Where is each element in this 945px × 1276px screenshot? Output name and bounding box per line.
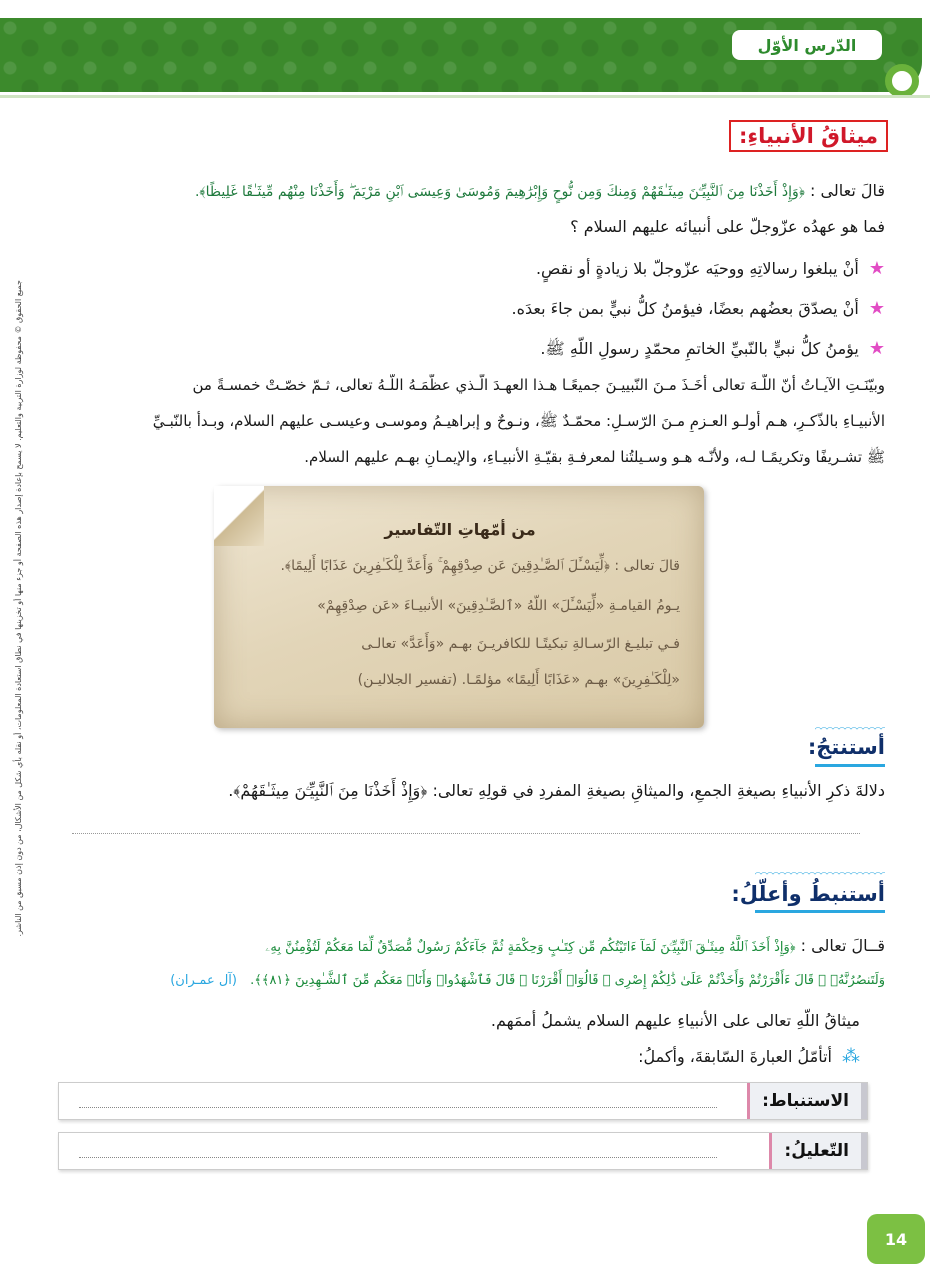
verse-text: وَلَتَنصُرُنَّهُۥ ۚ قَالَ ءَأَقْرَرْتُمْ وَأَخَذْتُمْ عَلَىٰ ذَٰلِكُمْ إِصْرِى ۖ قَالُوٓا۟ أَقْرَرْنَا ۚ قَالَ فَٱشْهَدُوا۟ وَأَنَا۠ مَعَكُم مِّنَ ٱلشَّـٰهِدِينَ ﴿٨١﴾﴾. — [250, 973, 885, 988]
question-line: فما هو عهدُه عزّوجلّ على أنبيائه عليهم السلام ؟ — [570, 217, 885, 236]
bullet-item — [536, 258, 885, 280]
star-icon: ★ — [868, 258, 885, 279]
conclude-text: دلالةَ ذكرِ الأنبياءِ بصيغةِ الجمعِ، والميثاقِ بصيغةِ المفردِ في قولِهِ تعالى: ﴿وَإِذْ أَخَذْنَا مِنَ ٱلنَّبِيِّـۧنَ مِيثَـٰقَهُمْ﴾. — [228, 781, 885, 800]
verse-text: ﴿وَإِذْ أَخَذَ ٱللَّهُ مِيثَـٰقَ ٱلنَّبِيِّـۧنَ لَمَآ ءَاتَيْتُكُم مِّن كِتَـٰبٍ وَحِكْمَةٍ ثُمَّ جَآءَكُمْ رَسُولٌ مُّصَدِّقٌ لِّمَا مَعَكُمْ لَتُؤْمِنُنَّ بِهِۦ — [265, 940, 796, 955]
verse-line — [55, 968, 885, 992]
page-fold — [214, 486, 264, 546]
tafsir-line: قالَ تعالى : ﴿لِّيَسْـَٔلَ ٱلصَّـٰدِقِينَ عَن صِدْقِهِمْ ۚ وَأَعَدَّ لِلْكَـٰفِرِينَ عَذَابًا أَلِيمًا﴾. — [280, 558, 680, 574]
bullet-text: يؤمنُ كلُّ نبيٍّ بالنّبيِّ الخاتمِ محمّدٍ رسولِ اللّهِ ﷺ. — [540, 339, 859, 358]
answer-box-deduction[interactable] — [58, 1082, 868, 1120]
verse-line — [65, 180, 885, 203]
ring-icon — [885, 64, 919, 98]
answer-box-reasoning[interactable] — [58, 1132, 868, 1170]
title-wave — [815, 725, 885, 731]
bullet-item — [512, 298, 885, 320]
answer-line[interactable] — [79, 1157, 717, 1158]
bullet-text: أنْ يصدّقَ بعضُهم بعضًا، فيؤمنُ كلُّ نبيٍّ بمن جاءَ بعدَه. — [511, 299, 859, 318]
lesson-label: الدّرس الأوّل — [732, 30, 882, 60]
title-wave — [755, 870, 885, 876]
asterisk-icon: ⁂ — [842, 1046, 860, 1067]
bullet-text: أنْ يبلغوا رسالاتِهِ ووحيَه عزّوجلّ بلا زيادةٍ أو نقصٍ. — [535, 259, 859, 278]
page-number: 14 — [867, 1214, 925, 1264]
answer-label: التّعليلُ: — [769, 1133, 867, 1169]
answer-line[interactable] — [79, 1107, 717, 1108]
section-title-deduce: أستنبطُ وأعلّلُ: — [731, 882, 885, 906]
star-icon: ★ — [868, 338, 885, 359]
verse-intro: قــالَ تعالى : — [800, 936, 885, 955]
instruction-line — [638, 1046, 860, 1068]
verse-intro: قالَ تعالى : — [810, 181, 885, 200]
answer-line[interactable] — [72, 833, 860, 834]
answer-label: الاستنباط: — [747, 1083, 867, 1119]
paragraph-line: وبيّنَـتِ الآيـاتُ أنّ اللّـهَ تعالى أخَـذَ مـنَ النّبييـنَ جميعًـا هـذا العهـدَ الّـذي عظّمَـهُ اللّـهُ تعالى، ثـمّ خصّـتْ خمسـةً من — [192, 376, 885, 394]
tafsir-line: يـومُ القيامـةِ «لِّيَسْـَٔلَ» اللّهُ «ٱلصَّـٰدِقِينَ» الأنبيـاءَ «عَن صِدْقِهِمْ» — [317, 598, 680, 614]
tafsir-line: فـي تبليـغ الرّسـالةِ تبكيتًـا للكافريـنَ بهـم «وَأَعَدَّ» تعالـى — [361, 636, 680, 652]
divider — [0, 95, 930, 98]
section-title-prophets-covenant: ميثاقُ الأنبياءِ: — [729, 120, 888, 152]
tafsir-line: «لِلْكَـٰفِرِينَ» بهـم «عَذَابًا أَلِيمًا» مؤلمًـا. (تفسير الجلاليـن) — [357, 672, 680, 688]
tafsir-title: من أمّهاتِ التّفاسير — [384, 520, 536, 539]
paragraph-line: الأنبيـاءِ بالذّكـرِ، هـم أولـو العـزمِ مـنَ الرّسـلِ: محمّـدٌ ﷺ، ونـوحٌ و إبراهيـمُ وموسـى وعيسـى عليهم السلام، وبـدأ بالنّبـيِّ — [152, 412, 885, 430]
verse-reference: (آل عمـران) — [170, 973, 237, 988]
title-underline — [815, 764, 885, 767]
verse-line — [55, 935, 885, 959]
star-icon: ★ — [868, 298, 885, 319]
side-copyright: جميع الحقوق © محفوظة لوزارة التربية والتعليم. لا يسمح بإعادة إصدار هذه الصفحة أو جزء منها أو تخزينها في نطاق استعادة المعلومات، أو نقله بأي شكل من الأشكال، من دون إذن مسبق من الناشر. — [14, 280, 23, 937]
section-title-conclude: أستنتجُ: — [807, 735, 885, 759]
instruction-text: أتأمّلُ العبارةَ السّابقةَ، وأكملُ: — [638, 1047, 832, 1066]
statement-line: ميثاقُ اللّهِ تعالى على الأنبياءِ عليهم السلام يشملُ أممَهم. — [490, 1011, 860, 1030]
title-underline — [755, 910, 885, 913]
paragraph-line: ﷺ تشـريفًا وتكريمًـا لـه، ولأنّـه هـو وسـيلتُنا لمعرفـةِ بقيّـةِ الأنبيـاءِ، والإيمـانِ بهـم عليهم السلام. — [304, 448, 885, 466]
bullet-item — [540, 338, 885, 360]
verse-text: ﴿وَإِذْ أَخَذْنَا مِنَ ٱلنَّبِيِّـۧنَ مِيثَـٰقَهُمْ وَمِنكَ وَمِن نُّوحٍ وَإِبْرَٰهِيمَ وَمُوسَىٰ وَعِيسَى ٱبْنِ مَرْيَمَ ۖ وَأَخَذْنَا مِنْهُم مِّيثَـٰقًا غَلِيظًا﴾. — [194, 184, 805, 200]
